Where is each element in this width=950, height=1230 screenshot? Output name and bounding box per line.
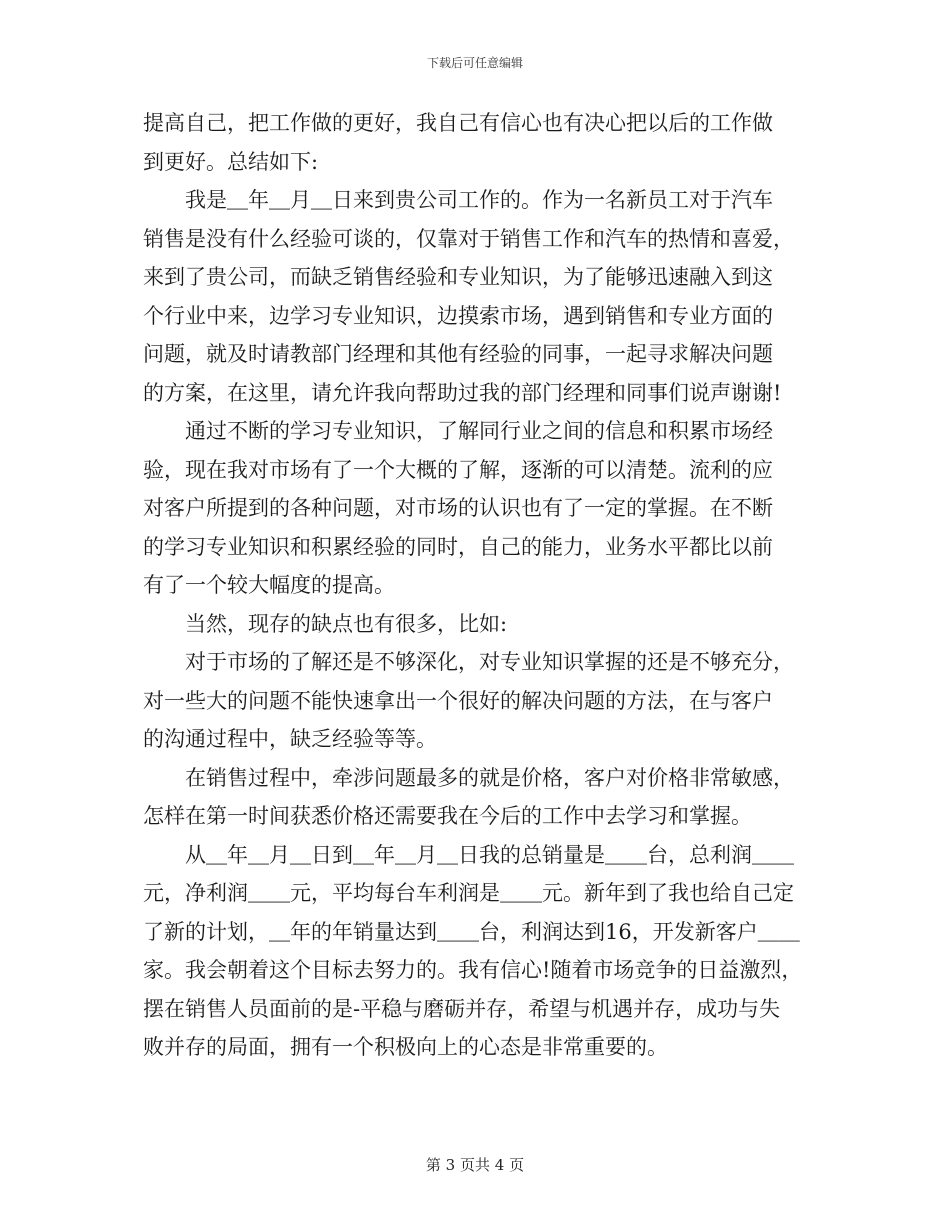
body-line: 当然，现存的缺点也有很多，比如: bbox=[143, 611, 508, 636]
body-line: 的沟通过程中，缺乏经验等等。 bbox=[143, 727, 437, 751]
body-line: 有了一个较大幅度的提高。 bbox=[143, 573, 395, 597]
page-header: 下载后可任意编辑 bbox=[426, 56, 523, 70]
body-line: 在销售过程中，牵涉问题最多的就是价格，客户对价格非常敏感， bbox=[143, 765, 794, 790]
body-line: 元，净利润＿＿元，平均每台车利润是＿＿元。新年到了我也给自己定 bbox=[143, 881, 794, 905]
body-line: 提高自己，把工作做的更好，我自己有信心也有决心把以后的工作做 bbox=[143, 111, 773, 135]
body-line: 到更好。总结如下: bbox=[143, 149, 319, 174]
body-line: 的方案，在这里，请允许我向帮助过我的部门经理和同事们说声谢谢! bbox=[143, 380, 782, 405]
body-line: 问题，就及时请教部门经理和其他有经验的同事，一起寻求解决问题 bbox=[143, 342, 773, 366]
body-line: 我是＿年＿月＿日来到贵公司工作的。作为一名新员工对于汽车 bbox=[143, 188, 773, 212]
body-line: 来到了贵公司，而缺乏销售经验和专业知识，为了能够迅速融入到这 bbox=[143, 265, 773, 289]
body-line: 对一些大的问题不能快速拿出一个很好的解决问题的方法，在与客户 bbox=[143, 688, 773, 713]
body-line: 怎样在第一时间获悉价格还需要我在今后的工作中去学习和掌握。 bbox=[143, 804, 752, 828]
body-line: 销售是没有什么经验可谈的，仅靠对于销售工作和汽车的热情和喜爱， bbox=[143, 226, 794, 251]
body-line: 个行业中来，边学习专业知识，边摸索市场，遇到销售和专业方面的 bbox=[143, 303, 773, 328]
body-line: 摆在销售人员面前的是-平稳与磨砺并存，希望与机遇并存，成功与失 bbox=[143, 996, 781, 1021]
body-line: 通过不断的学习专业知识，了解同行业之间的信息和积累市场经 bbox=[143, 419, 773, 443]
body-line: 验，现在我对市场有了一个大概的了解，逐渐的可以清楚。流利的应 bbox=[143, 457, 773, 482]
body-line: 败并存的局面，拥有一个积极向上的心态是非常重要的。 bbox=[143, 1035, 668, 1059]
body-line: 对于市场的了解还是不够深化，对专业知识掌握的还是不够充分， bbox=[143, 650, 794, 674]
document-body bbox=[143, 104, 807, 1067]
body-line: 的学习专业知识和积累经验的同时，自己的能力，业务水平都比以前 bbox=[143, 534, 773, 559]
body-line: 从＿年＿月＿日到＿年＿月＿日我的总销量是＿＿台，总利润＿＿ bbox=[143, 842, 794, 867]
body-line: 了新的计划，＿年的年销量达到＿＿台，利润达到16，开发新客户＿＿ bbox=[143, 919, 800, 944]
page-number-footer: 第 3 页共 4 页 bbox=[425, 1156, 525, 1174]
body-line: 家。我会朝着这个目标去努力的。我有信心!随着市场竞争的日益激烈， bbox=[143, 958, 803, 982]
body-line: 对客户所提到的各种问题，对市场的认识也有了一定的掌握。在不断 bbox=[143, 496, 773, 520]
